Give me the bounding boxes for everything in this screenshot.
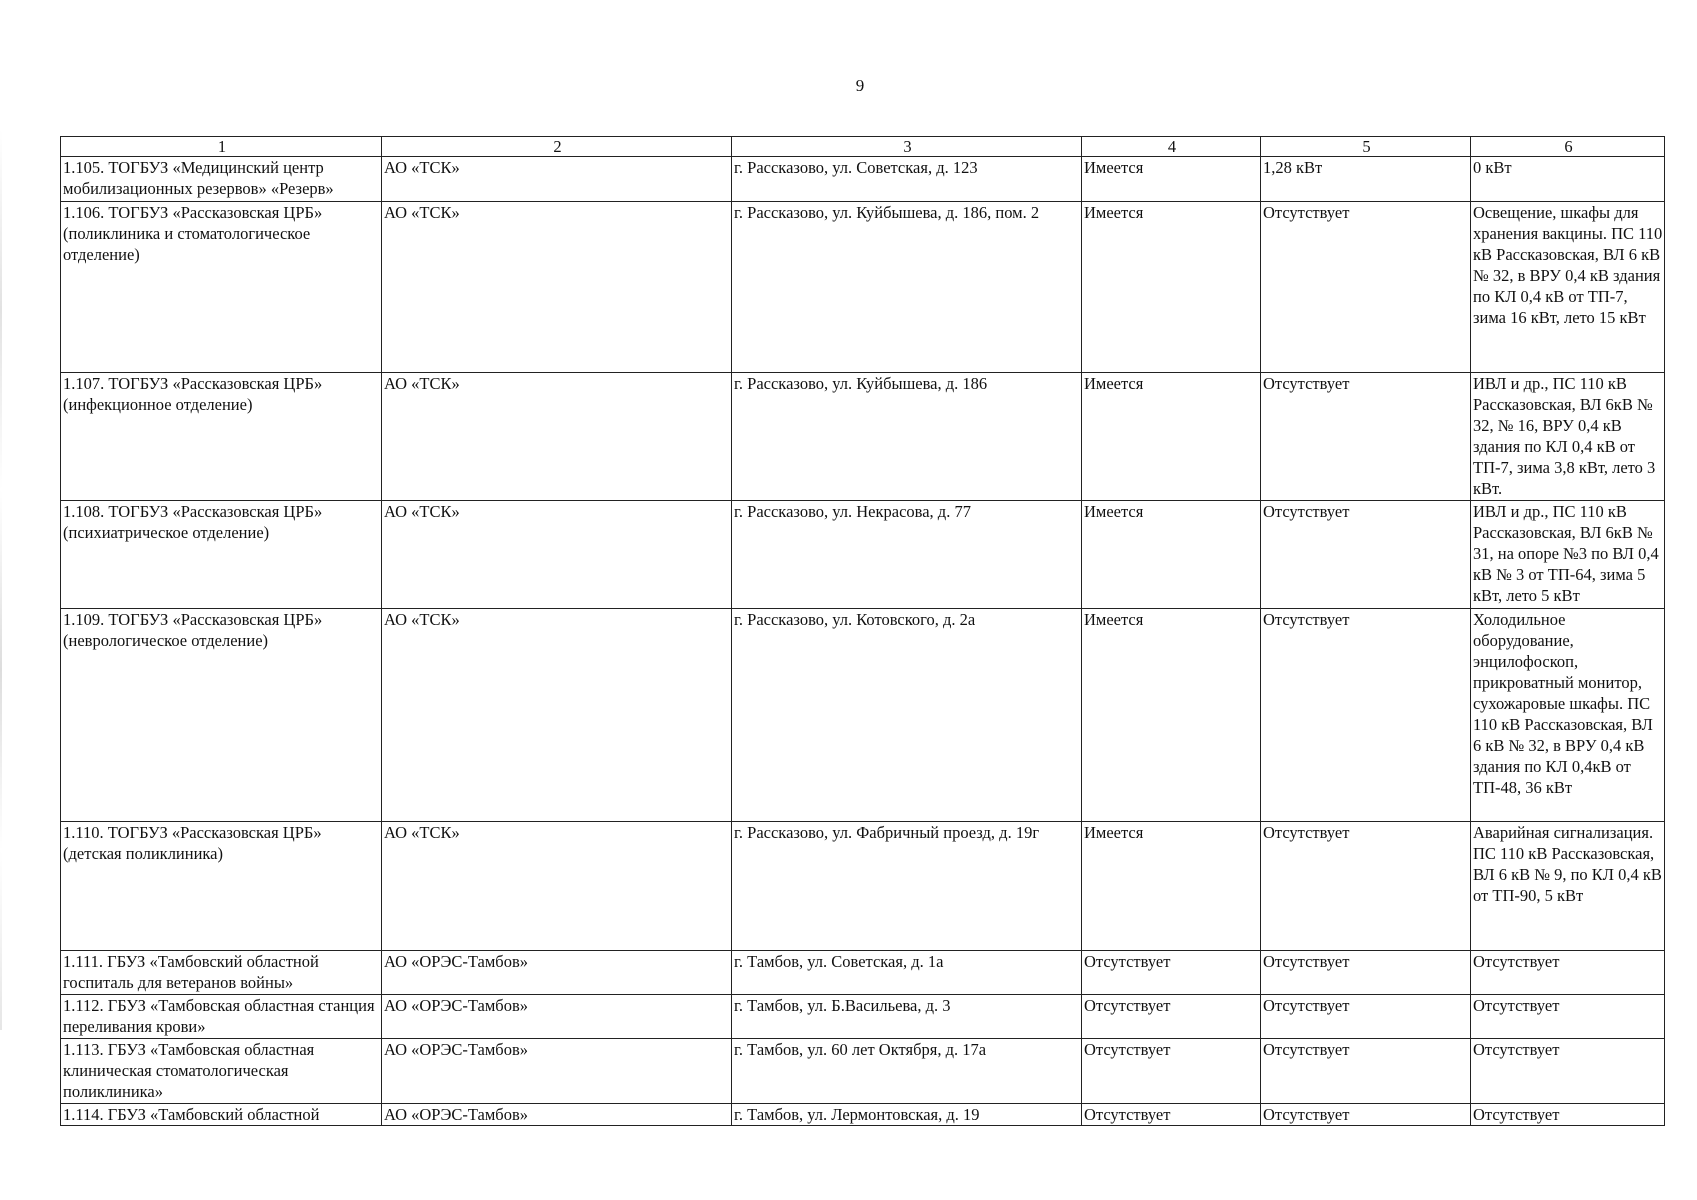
header-row bbox=[61, 137, 1665, 157]
table-row bbox=[61, 951, 1665, 995]
header-col-1: 1 bbox=[61, 137, 382, 157]
cell-col-6: Освещение, шкафы для хранения вакцины. ПС 110 кВ Рассказовская, ВЛ 6 кВ № 32, в ВРУ 0,4 кВ здания по КЛ 0,4 кВ от ТП-7, зима 16 кВт, лето 15 кВт bbox=[1471, 202, 1665, 373]
cell-grid-company: АО «ОРЭС-Тамбов» bbox=[382, 1104, 732, 1126]
cell-address: г. Тамбов, ул. Советская, д. 1а bbox=[732, 951, 1082, 995]
cell-grid-company: АО «ОРЭС-Тамбов» bbox=[382, 995, 732, 1039]
cell-facility: 1.112. ГБУЗ «Тамбовская областная станция переливания крови» bbox=[61, 995, 382, 1039]
cell-col-4: Отсутствует bbox=[1082, 995, 1261, 1039]
cell-col-6: 0 кВт bbox=[1471, 157, 1665, 202]
cell-col-4: Имеется bbox=[1082, 373, 1261, 501]
table-row bbox=[61, 501, 1665, 609]
cell-grid-company: АО «ОРЭС-Тамбов» bbox=[382, 951, 732, 995]
cell-col-5: Отсутствует bbox=[1261, 609, 1471, 822]
table-row bbox=[61, 157, 1665, 202]
table-row bbox=[61, 1104, 1665, 1126]
header-col-6: 6 bbox=[1471, 137, 1665, 157]
cell-address: г. Тамбов, ул. 60 лет Октября, д. 17а bbox=[732, 1039, 1082, 1104]
cell-address: г. Рассказово, ул. Фабричный проезд, д. 19г bbox=[732, 822, 1082, 951]
cell-col-4: Имеется bbox=[1082, 157, 1261, 202]
table-header bbox=[61, 137, 1665, 157]
table-row bbox=[61, 609, 1665, 822]
cell-col-6: ИВЛ и др., ПС 110 кВ Рассказовская, ВЛ 6кВ № 32, № 16, ВРУ 0,4 кВ здания по КЛ 0,4 кВ от ТП-7, зима 3,8 кВт, лето 3 кВт. bbox=[1471, 373, 1665, 501]
cell-col-4: Имеется bbox=[1082, 202, 1261, 373]
cell-facility: 1.113. ГБУЗ «Тамбовская областная клиническая стоматологическая поликлиника» bbox=[61, 1039, 382, 1104]
cell-address: г. Тамбов, ул. Б.Васильева, д. 3 bbox=[732, 995, 1082, 1039]
cell-col-6: Отсутствует bbox=[1471, 951, 1665, 995]
table-row bbox=[61, 373, 1665, 501]
cell-col-5: Отсутствует bbox=[1261, 501, 1471, 609]
cell-facility: 1.108. ТОГБУЗ «Рассказовская ЦРБ» (психиатрическое отделение) bbox=[61, 501, 382, 609]
cell-col-4: Отсутствует bbox=[1082, 1104, 1261, 1126]
cell-col-4: Имеется bbox=[1082, 822, 1261, 951]
page-number: 9 bbox=[855, 76, 865, 95]
cell-col-5: Отсутствует bbox=[1261, 951, 1471, 995]
cell-address: г. Рассказово, ул. Куйбышева, д. 186 bbox=[732, 373, 1082, 501]
cell-facility: 1.111. ГБУЗ «Тамбовский областной госпиталь для ветеранов войны» bbox=[61, 951, 382, 995]
cell-address: г. Тамбов, ул. Лермонтовская, д. 19 bbox=[732, 1104, 1082, 1126]
table-row bbox=[61, 1039, 1665, 1104]
cell-col-6: Холодильное оборудование, энцилофоскоп, прикроватный монитор, сухожаровые шкафы. ПС 110 кВ Рассказовская, ВЛ 6 кВ № 32, в ВРУ 0,4 кВ здания по КЛ 0,4кВ от ТП-48, 36 кВт bbox=[1471, 609, 1665, 822]
cell-col-5: Отсутствует bbox=[1261, 1039, 1471, 1104]
cell-address: г. Рассказово, ул. Куйбышева, д. 186, пом. 2 bbox=[732, 202, 1082, 373]
header-col-5: 5 bbox=[1261, 137, 1471, 157]
cell-col-5: Отсутствует bbox=[1261, 822, 1471, 951]
cell-facility: 1.105. ТОГБУЗ «Медицинский центр мобилизационных резервов» «Резерв» bbox=[61, 157, 382, 202]
cell-address: г. Рассказово, ул. Котовского, д. 2а bbox=[732, 609, 1082, 822]
cell-grid-company: АО «ТСК» bbox=[382, 202, 732, 373]
cell-col-4: Имеется bbox=[1082, 501, 1261, 609]
cell-col-6: Отсутствует bbox=[1471, 1039, 1665, 1104]
table-row bbox=[61, 822, 1665, 951]
table-body bbox=[61, 157, 1665, 1126]
cell-facility: 1.107. ТОГБУЗ «Рассказовская ЦРБ» (инфекционное отделение) bbox=[61, 373, 382, 501]
cell-facility: 1.106. ТОГБУЗ «Рассказовская ЦРБ» (поликлиника и стоматологическое отделение) bbox=[61, 202, 382, 373]
cell-address: г. Рассказово, ул. Некрасова, д. 77 bbox=[732, 501, 1082, 609]
scan-edge-artifact bbox=[0, 130, 2, 1030]
cell-col-6: Отсутствует bbox=[1471, 1104, 1665, 1126]
cell-facility: 1.109. ТОГБУЗ «Рассказовская ЦРБ» (неврологическое отделение) bbox=[61, 609, 382, 822]
cell-facility: 1.110. ТОГБУЗ «Рассказовская ЦРБ» (детская поликлиника) bbox=[61, 822, 382, 951]
facilities-table bbox=[60, 136, 1665, 1126]
cell-col-6: ИВЛ и др., ПС 110 кВ Рассказовская, ВЛ 6кВ № 31, на опоре №3 по ВЛ 0,4 кВ № 3 от ТП-64, зима 5 кВт, лето 5 кВт bbox=[1471, 501, 1665, 609]
cell-col-4: Отсутствует bbox=[1082, 951, 1261, 995]
cell-col-6: Отсутствует bbox=[1471, 995, 1665, 1039]
table-row bbox=[61, 995, 1665, 1039]
cell-col-4: Имеется bbox=[1082, 609, 1261, 822]
table-row bbox=[61, 202, 1665, 373]
cell-grid-company: АО «ТСК» bbox=[382, 822, 732, 951]
cell-col-4: Отсутствует bbox=[1082, 1039, 1261, 1104]
cell-grid-company: АО «ТСК» bbox=[382, 501, 732, 609]
header-col-4: 4 bbox=[1082, 137, 1261, 157]
header-col-2: 2 bbox=[382, 137, 732, 157]
cell-grid-company: АО «ТСК» bbox=[382, 373, 732, 501]
cell-col-5: Отсутствует bbox=[1261, 1104, 1471, 1126]
cell-col-6: Аварийная сигнализация. ПС 110 кВ Рассказовская, ВЛ 6 кВ № 9, по КЛ 0,4 кВ от ТП-90, 5 кВт bbox=[1471, 822, 1665, 951]
cell-col-5: Отсутствует bbox=[1261, 373, 1471, 501]
cell-col-5: Отсутствует bbox=[1261, 995, 1471, 1039]
cell-col-5: Отсутствует bbox=[1261, 202, 1471, 373]
cell-grid-company: АО «ОРЭС-Тамбов» bbox=[382, 1039, 732, 1104]
cell-grid-company: АО «ТСК» bbox=[382, 609, 732, 822]
cell-col-5: 1,28 кВт bbox=[1261, 157, 1471, 202]
cell-facility: 1.114. ГБУЗ «Тамбовский областной bbox=[61, 1104, 382, 1126]
cell-address: г. Рассказово, ул. Советская, д. 123 bbox=[732, 157, 1082, 202]
header-col-3: 3 bbox=[732, 137, 1082, 157]
cell-grid-company: АО «ТСК» bbox=[382, 157, 732, 202]
